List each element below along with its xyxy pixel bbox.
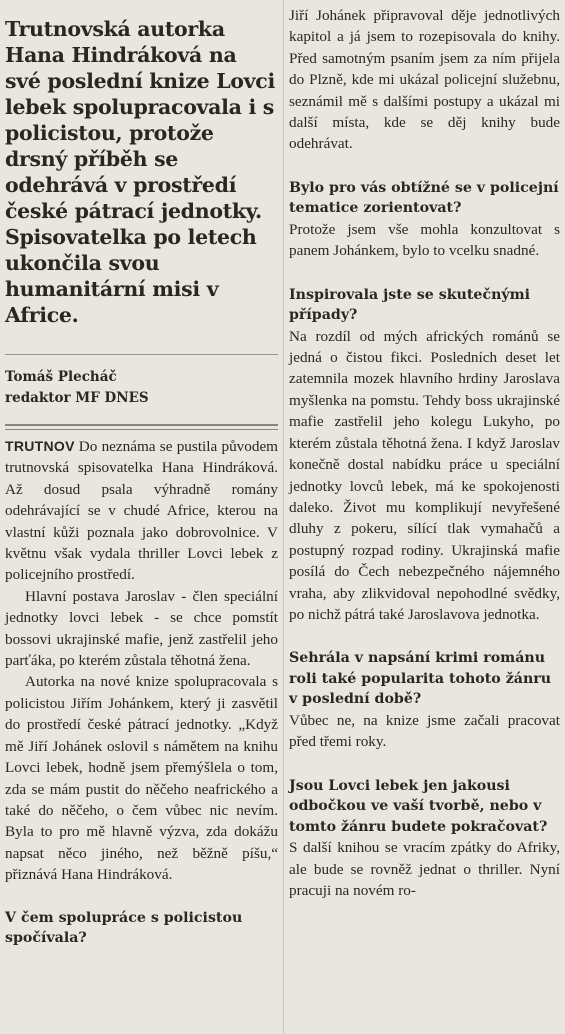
column-divider — [283, 0, 284, 1034]
qa-block — [289, 178, 560, 262]
interview-answer: Jiří Johánek připravoval děje jednotlivých kapitol a já jsem to rozepisovala do knihy. Před samotným psaním jsem za ním přijela do Plzně, kde mi ukázal policejní služebnu, seznámil mě s dalšími postupy a ukázal mi další místa, kde se děj knihy bude odehrávat. — [289, 7, 560, 153]
interview-question: Bylo pro vás obtížné se v policejní tematice zorientovat? — [289, 179, 559, 217]
author-name: Tomáš Plecháč — [5, 369, 117, 385]
article-rule-thick — [5, 424, 278, 426]
interview-answer: Vůbec ne, na knize jsme začali pracovat před třemi roky. — [289, 711, 560, 751]
qa-block — [289, 285, 560, 626]
right-column — [289, 0, 560, 901]
article-body — [5, 436, 278, 886]
body-paragraph: Autorka na nové knize spolupracovala s policistou Jiřím Johánkem, který ji zasvětil do prostředí české pátrací jednotky. „Když mě Jiří Johánek oslovil s námětem na knihu Lovci lebek, hodně jsem přemýšlela o tom, zda se mám pustit do něčeho neafrického a také do něčeho, o čem vůbec nic nevím. Byla to pro mě hlavně výzva, zda dokážu napsat něco jiného, než běžně píšu,“ přiznává Hana Hindráková. — [5, 673, 278, 884]
interview-answer: Na rozdíl od mých afrických románů se jedná o čistou fikci. Posledních deset let zatemnila mozek hlavního hrdiny Jaroslava myšlenka na pomstu. Tehdy boss ukrajinské mafie zastřelil jeho kolegu Lukyho, po kterém zůstala těhotná žena. I když Jaroslav konečně dostal nabídku práce u speciální jednotky lovců lebek, má ke spokojenosti daleko. Život mu komplikují nevyřešené dluhy z pokeru, sílící tlak vymahačů a postupný rozpad rodiny. Ukrajinská mafie posílá do Čech nebezpečného nájemného vraha, aby zlikvidoval nepohodlné svědky, po nichž pátrá také Jaroslavova jednotka. — [289, 327, 560, 623]
body-paragraph-text: Do neznáma se pustila původem trutnovská spisovatelka Hana Hindráková. Až dosud psala výhradně romány odehrávající se v chudé Africe, kterou na vlastní kůži poznala jako dobrovolnice. V květnu však vydala thriller Lovci lebek z policejního prostředí. — [5, 438, 278, 584]
author-role: redaktor MF DNES — [5, 390, 149, 406]
body-paragraph — [5, 436, 278, 586]
body-paragraph: Hlavní postava Jaroslav - člen speciální jednotky lovci lebek - se chce pomstít bossovi ukrajinské mafie, jenž zastřelil jeho parťáka, po kterém zůstala těhotná žena. — [5, 587, 278, 670]
left-column — [5, 0, 278, 949]
interview-answer: S další knihou se vracím zpátky do Afriky, ale bude se rovněž jednat o thriller. Nyní pracuji na novém ro- — [289, 839, 560, 899]
qa-block — [289, 776, 560, 902]
lead-paragraph: Trutnovská autorka Hana Hindráková na své poslední knize Lovci lebek spolupracovala i s policistou, protože drsný příběh se odehrává v prostředí české pátrací jednotky. Spisovatelka po letech ukončila svou humanitární misi v Africe. — [5, 17, 275, 327]
interview-question: Jsou Lovci lebek jen jakousi odbočkou ve vaší tvorbě, nebo v tomto žánru budete pokračovat? — [289, 777, 548, 835]
byline-rule — [5, 354, 278, 355]
interview-answer: Protože jsem vše mohla konzultovat s panem Johánkem, bylo to vcelku snadné. — [289, 220, 560, 260]
interview-question: V čem spolupráce s policistou spočívala? — [5, 909, 243, 947]
dateline: TRUTNOV — [5, 438, 75, 454]
article-rule-thin — [5, 429, 278, 430]
interview-question: Inspirovala jste se skutečnými případy? — [289, 286, 531, 324]
qa-block — [289, 648, 560, 752]
interview-question: Sehrála v napsání krimi románu roli také popularita tohoto žánru v poslední době? — [289, 650, 552, 708]
